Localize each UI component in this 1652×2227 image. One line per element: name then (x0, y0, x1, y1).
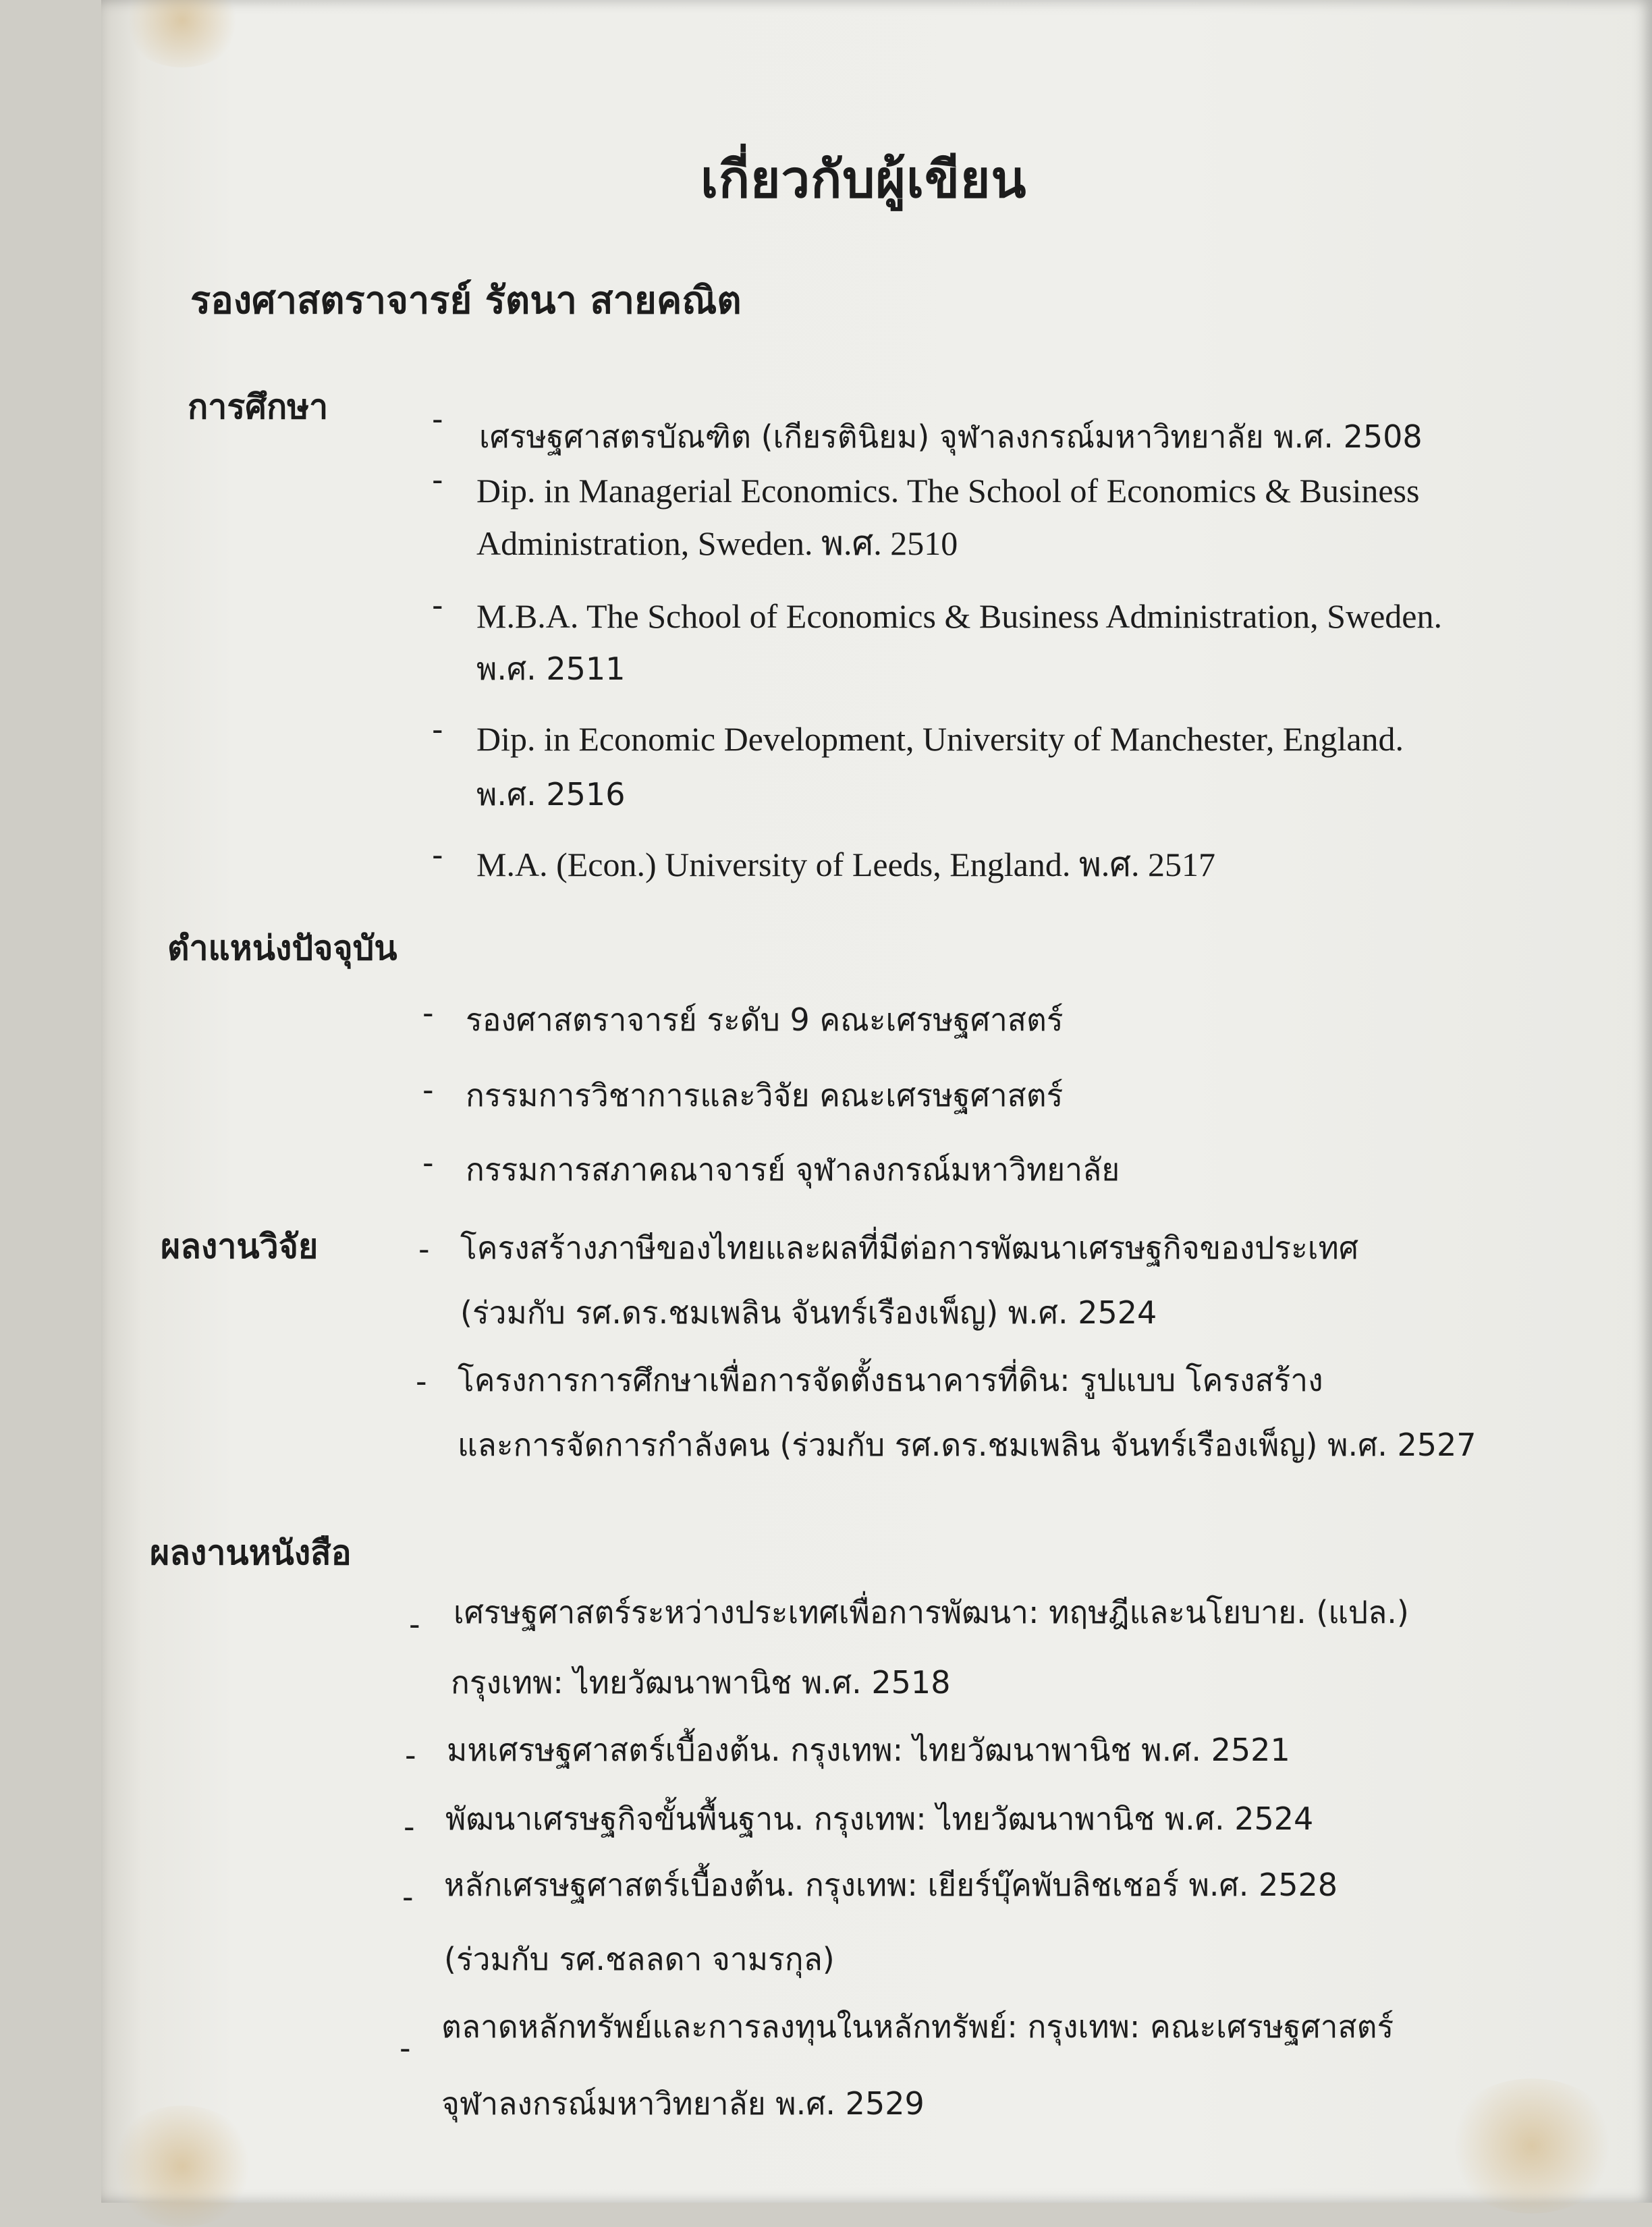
education-item-4-line-2: พ.ศ. 2516 (476, 776, 626, 813)
author-name: รองศาสตราจารย์ รัตนา สายคณิต (190, 279, 742, 323)
list-bullet: - (404, 1809, 415, 1845)
paper-stain (1444, 2079, 1620, 2214)
position-item-3: กรรมการสภาคณาจารย์ จุฬาลงกรณ์มหาวิทยาลัย (466, 1151, 1120, 1188)
book-item-1-line-1: เศรษฐศาสตร์ระหว่างประเทศเพื่อการพัฒนา: ทฤษฎีและนโยบาย. (แปล.) (453, 1594, 1409, 1630)
education-item-3-line-2: พ.ศ. 2511 (476, 651, 626, 687)
book-item-5-line-2: จุฬาลงกรณ์มหาวิทยาลัย พ.ศ. 2529 (441, 2085, 925, 2122)
research-item-1-line-1: โครงสร้างภาษีของไทยและผลที่มีต่อการพัฒนาเศรษฐกิจของประเทศ (460, 1230, 1359, 1266)
list-bullet: - (400, 2030, 411, 2066)
list-bullet: - (432, 462, 443, 498)
list-bullet: - (402, 1879, 414, 1915)
list-bullet: - (422, 1072, 434, 1108)
paper-stain (108, 2106, 256, 2227)
list-bullet: - (409, 1606, 420, 1643)
list-bullet: - (416, 1363, 427, 1400)
list-bullet: - (405, 1737, 416, 1774)
page-title: เกี่ยวกับผู้เขียน (700, 149, 1027, 209)
education-item-3-line-1: M.B.A. The School of Economics & Business Administration, Sweden. (476, 597, 1442, 635)
book-page (101, 0, 1652, 2203)
list-bullet: - (432, 837, 443, 873)
book-item-4-line-2: (ร่วมกับ รศ.ชลลดา จามรกุล) (444, 1941, 835, 1977)
position-item-2: กรรมการวิชาการและวิจัย คณะเศรษฐศาสตร์ (466, 1077, 1064, 1114)
research-item-2-line-1: โครงการการศึกษาเพื่อการจัดตั้งธนาคารที่ดิน: รูปแบบ โครงสร้าง (458, 1362, 1323, 1398)
paper-stain (121, 0, 243, 67)
research-item-1-line-2: (ร่วมกับ รศ.ดร.ชมเพลิน จันทร์เรืองเพ็ญ) พ.ศ. 2524 (460, 1294, 1157, 1331)
list-bullet: - (432, 587, 443, 624)
research-heading: ผลงานวิจัย (161, 1227, 319, 1266)
list-bullet: - (418, 1231, 430, 1267)
education-item-5-line-1: M.A. (Econ.) University of Leeds, England. พ.ศ. 2517 (476, 846, 1216, 883)
book-item-2: มหเศรษฐศาสตร์เบื้องต้น. กรุงเทพ: ไทยวัฒนาพานิช พ.ศ. 2521 (447, 1732, 1290, 1768)
education-item-2-line-2: Administration, Sweden. พ.ศ. 2510 (476, 524, 958, 562)
research-item-2-line-2: และการจัดการกำลังคน (ร่วมกับ รศ.ดร.ชมเพลิน จันทร์เรืองเพ็ญ) พ.ศ. 2527 (458, 1427, 1477, 1463)
list-bullet: - (422, 995, 434, 1031)
book-item-4-line-1: หลักเศรษฐศาสตร์เบื้องต้น. กรุงเทพ: เยียร์บุ๊คพับลิชเชอร์ พ.ศ. 2528 (444, 1867, 1338, 1903)
list-bullet: - (432, 711, 443, 748)
list-bullet: - (432, 401, 443, 437)
book-item-1-line-2: กรุงเทพ: ไทยวัฒนาพานิช พ.ศ. 2518 (451, 1664, 951, 1701)
education-item-1-line-1: เศรษฐศาสตรบัณฑิต (เกียรตินิยม) จุฬาลงกรณ์มหาวิทยาลัย พ.ศ. 2508 (479, 418, 1423, 455)
book-item-5-line-1: ตลาดหลักทรัพย์และการลงทุนในหลักทรัพย์: กรุงเทพ: คณะเศรษฐศาสตร์ (441, 2008, 1394, 2045)
education-heading: การศึกษา (188, 387, 329, 427)
book-item-3: พัฒนาเศรษฐกิจขั้นพื้นฐาน. กรุงเทพ: ไทยวัฒนาพานิช พ.ศ. 2524 (445, 1800, 1314, 1837)
books-heading: ผลงานหนังสือ (150, 1533, 352, 1572)
positions-heading: ตำแหน่งปัจจุบัน (167, 929, 397, 968)
education-item-2-line-1: Dip. in Managerial Economics. The School of Economics & Business (476, 472, 1420, 510)
list-bullet: - (422, 1145, 434, 1181)
education-item-4-line-1: Dip. in Economic Development, University of Manchester, England. (476, 720, 1404, 758)
position-item-1: รองศาสตราจารย์ ระดับ 9 คณะเศรษฐศาสตร์ (466, 1001, 1064, 1038)
